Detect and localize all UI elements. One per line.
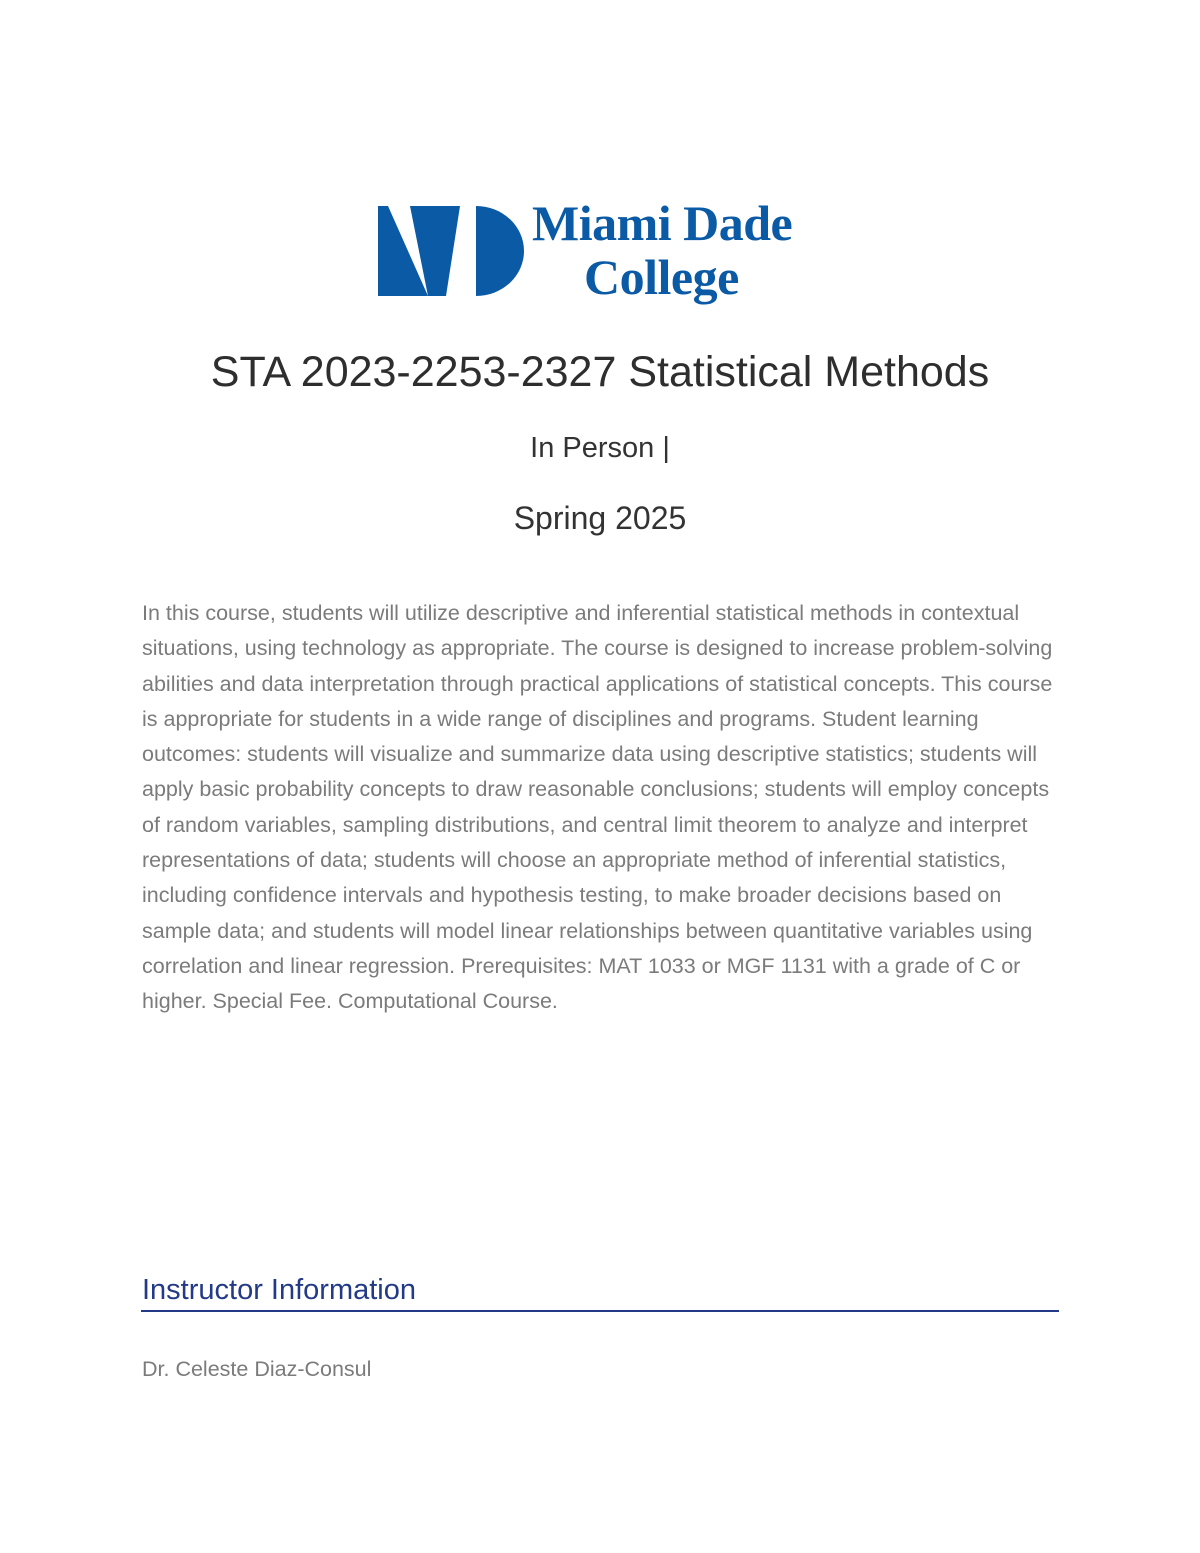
- course-mode: In Person |: [530, 432, 670, 464]
- college-logo: [376, 196, 828, 308]
- instructor-section-heading: Instructor Information: [142, 1274, 416, 1306]
- logo-line-2: College: [584, 249, 739, 305]
- md-monogram-icon: [376, 200, 526, 304]
- course-title: STA 2023-2253-2327 Statistical Methods: [210, 348, 990, 396]
- course-term: Spring 2025: [513, 500, 687, 536]
- instructor-name: Dr. Celeste Diaz-Consul: [142, 1357, 372, 1381]
- logo-line-1: Miami Dade: [532, 195, 793, 251]
- course-description: In this course, students will utilize descriptive and inferential statistical methods in contextual situations, using technology as appropriate. The course is designed to increase problem-solving abilities and data interpretation through practical applications of statistical concepts. This course is appropriate for students in a wide range of disciplines and programs. Student learning outcomes: students will visualize and summarize data using descriptive statistics; students will apply basic probability concepts to draw reasonable conclusions; students will employ concepts of random variables, sampling distributions, and central limit theorem to analyze and interpret representations of data; students will choose an appropriate method of inferential statistics, including confidence intervals and hypothesis testing, to make broader decisions based on sample data; and students will model linear relationships between quantitative variables using correlation and linear regression. Prerequisites: MAT 1033 or MGF 1131 with a grade of C or higher. Special Fee. Computational Course.: [142, 601, 1053, 1014]
- section-divider: [141, 1310, 1059, 1312]
